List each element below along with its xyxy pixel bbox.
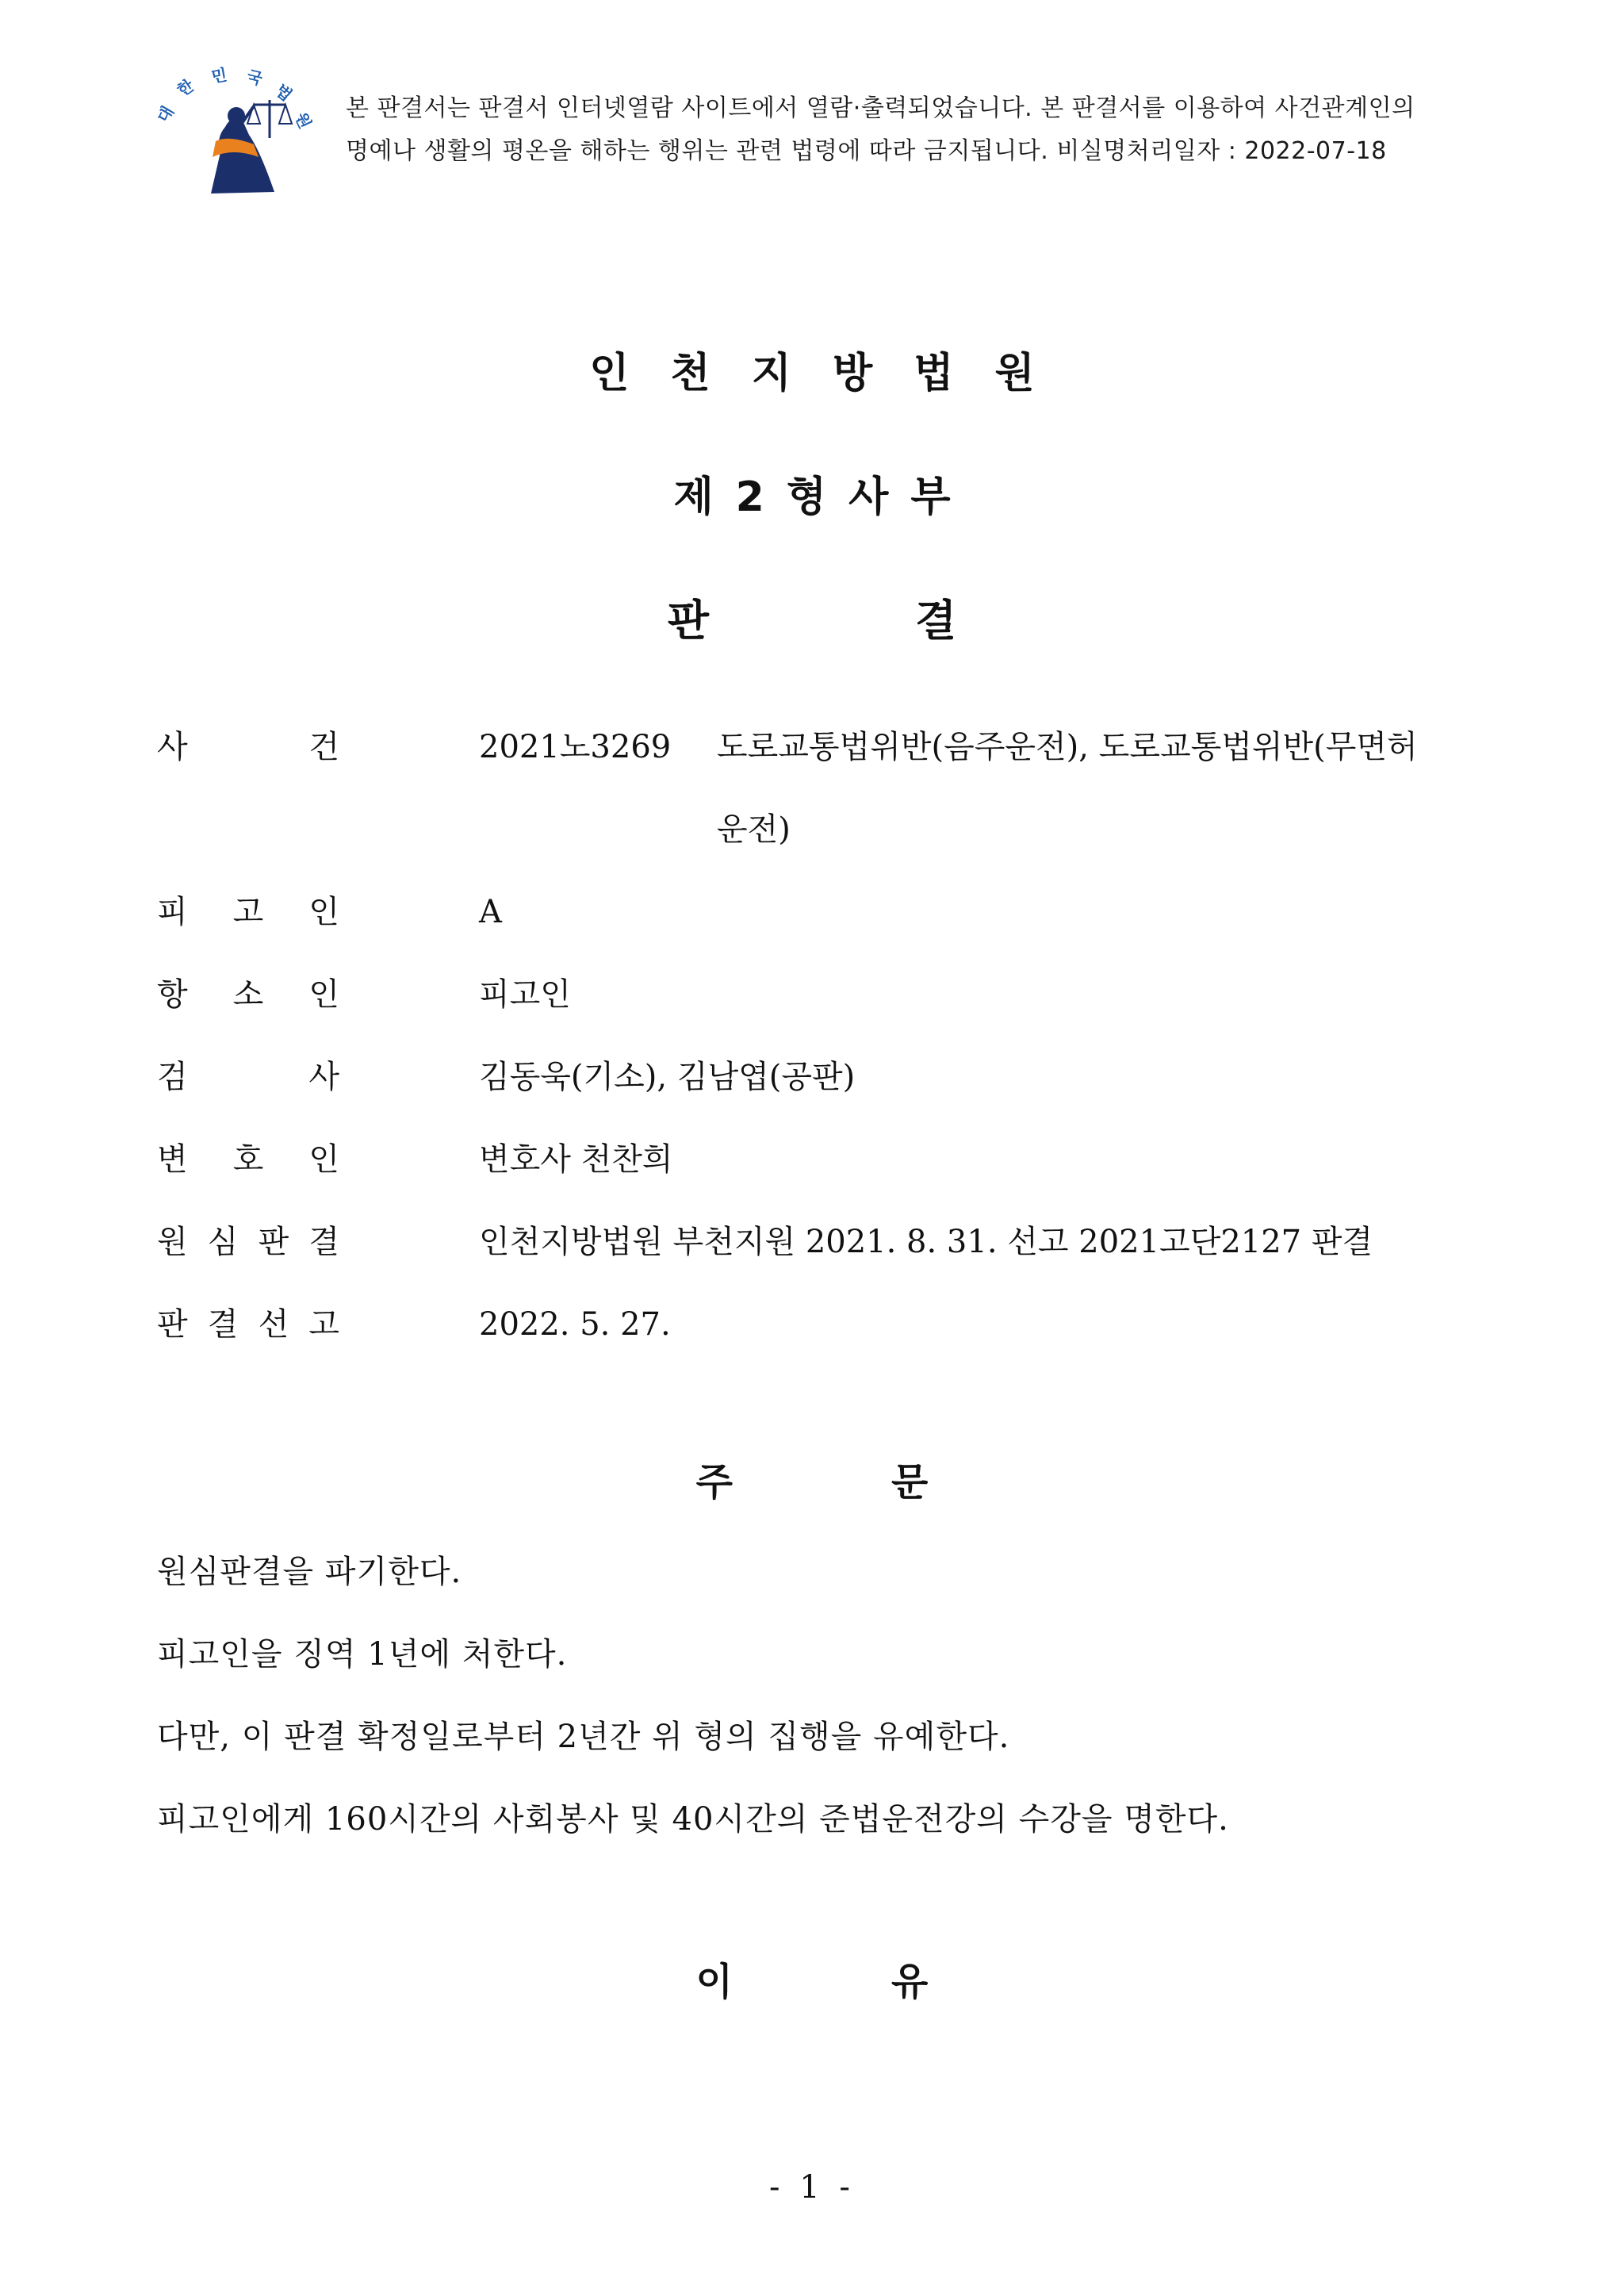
label-char: 결: [308, 1224, 339, 1260]
label-char: 사: [308, 1059, 339, 1095]
order-heading-char: 주: [695, 1460, 733, 1504]
label-char: 원: [157, 1224, 188, 1260]
label-char: 항: [157, 976, 188, 1013]
label-char: 심: [207, 1224, 239, 1260]
order-line: 원심판결을 파기한다.: [157, 1554, 462, 1590]
label-char: 소: [232, 976, 264, 1013]
svg-text:민: 민: [209, 64, 228, 86]
case-title-line-1: 도로교통법위반(음주운전), 도로교통법위반(무면허: [717, 729, 1418, 765]
appellant-label: [157, 953, 339, 1036]
svg-text:한: 한: [174, 75, 197, 101]
order-line: 피고인에게 160시간의 사회봉사 및 40시간의 준법운전강의 수강을 명한다.: [157, 1801, 1229, 1838]
label-char: 사: [157, 729, 188, 765]
judgment-heading-char: 판: [667, 596, 709, 646]
court-name-char: 인: [589, 350, 630, 397]
court-name: [0, 339, 1624, 399]
division-char: 2: [735, 473, 764, 521]
case-info-table: [157, 706, 1489, 1366]
court-division: [0, 463, 1624, 523]
label-char: 판: [157, 1306, 188, 1343]
counsel-value: 변호사 천찬희: [479, 1141, 673, 1178]
label-char: 변: [157, 1141, 188, 1178]
label-char: 건: [308, 729, 339, 765]
label-char: 고: [232, 894, 264, 930]
counsel-row: [157, 1118, 1489, 1201]
defendant-label: [157, 871, 339, 953]
svg-text:대: 대: [155, 102, 178, 126]
label-char: 결: [207, 1306, 239, 1343]
lower-court-row: [157, 1201, 1489, 1283]
label-char: 판: [258, 1224, 289, 1260]
label-char: 인: [308, 976, 339, 1013]
order-line: 피고인을 징역 1년에 처한다.: [157, 1636, 568, 1673]
appellant-value: 피고인: [479, 976, 571, 1013]
division-char: 사: [848, 473, 889, 521]
case-label: [157, 706, 339, 788]
label-char: 호: [232, 1141, 264, 1178]
court-name-char: 방: [833, 350, 873, 397]
reason-heading-char: 이: [695, 1960, 733, 2004]
order-heading: [0, 1451, 1624, 1506]
court-seal-logo: [155, 59, 314, 198]
label-char: 인: [308, 1141, 339, 1178]
order-text: [157, 1531, 1505, 1861]
division-char: 부: [910, 473, 951, 521]
page-number: - 1 -: [769, 2169, 855, 2206]
svg-text:국: 국: [244, 66, 265, 89]
order-heading-char: 문: [891, 1460, 929, 1504]
defendant-value: A: [479, 894, 502, 930]
prosecutor-row: [157, 1036, 1489, 1118]
case-number: 2021노3269: [479, 729, 672, 765]
notice-line-2: 명예나 생활의 평온을 해하는 행위는 관련 법령에 따라 금지됩니다. 비실명처리일자 : 2022-07-18: [346, 137, 1387, 165]
division-char: 형: [786, 473, 827, 521]
lower-court-value: 인천지방법원 부천지원 2021. 8. 31. 선고 2021고단2127 판결: [479, 1224, 1373, 1260]
sentencing-date-row: [157, 1283, 1489, 1366]
label-char: 피: [157, 894, 188, 930]
counsel-label: [157, 1118, 339, 1201]
prosecutor-value: 김동욱(기소), 김남엽(공판): [479, 1059, 856, 1095]
lower-court-label: [157, 1201, 339, 1283]
svg-text:원: 원: [291, 109, 314, 132]
svg-text:법: 법: [271, 80, 297, 105]
sentencing-date-label: [157, 1283, 339, 1366]
label-char: 검: [157, 1059, 188, 1095]
label-char: 선: [258, 1306, 289, 1343]
division-char: 제: [673, 473, 714, 521]
defendant-row: [157, 871, 1489, 953]
usage-notice: [346, 87, 1583, 173]
appellant-row: [157, 953, 1489, 1036]
label-char: 인: [308, 894, 339, 930]
court-name-char: 법: [914, 350, 954, 397]
court-name-char: 원: [994, 350, 1035, 397]
reason-heading: [0, 1951, 1624, 2006]
reason-heading-char: 유: [891, 1960, 929, 2004]
prosecutor-label: [157, 1036, 339, 1118]
order-line: 다만, 이 판결 확정일로부터 2년간 위 형의 집행을 유예한다.: [157, 1719, 1010, 1755]
notice-line-1: 본 판결서는 판결서 인터넷열람 사이트에서 열람·출력되었습니다. 본 판결서를 이용하여 사건관계인의: [346, 94, 1415, 122]
label-char: 고: [308, 1306, 339, 1343]
court-name-char: 천: [670, 350, 710, 397]
case-title-line-2: 운전): [717, 811, 791, 848]
case-row: [157, 706, 1489, 871]
judgment-heading: [0, 587, 1624, 648]
court-name-char: 지: [751, 350, 791, 397]
judgment-heading-char: 결: [915, 596, 957, 646]
sentencing-date-value: 2022. 5. 27.: [479, 1306, 671, 1343]
